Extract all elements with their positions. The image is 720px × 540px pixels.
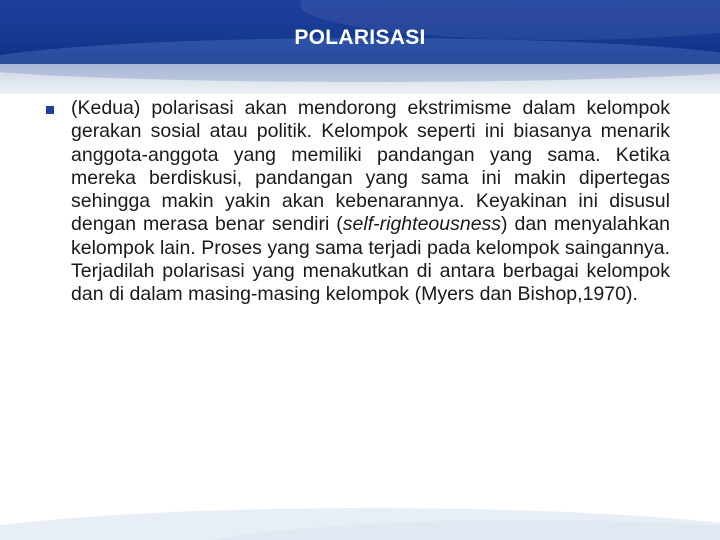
footer-decoration — [0, 490, 720, 540]
slide-title: POLARISASI — [294, 26, 426, 49]
band-decoration — [0, 64, 720, 82]
paragraph-text-after: ) dan menyalahkan kelompok lain. Proses yang sama terjadi pada kelompok saingannya. Terjadilah polarisasi yang menakutkan di antara berbagai kelompok dan di dalam masing-masing kelompok (Myers dan Bishop,1970). — [71, 213, 671, 306]
square-bullet-icon — [46, 106, 54, 114]
slide-body — [42, 97, 670, 307]
title-band — [0, 0, 720, 64]
bullet-item — [42, 97, 670, 307]
italic-term: self-righteousness — [342, 213, 502, 236]
bullet-paragraph — [71, 97, 670, 307]
paragraph-text-before: (Kedua) polarisasi akan mendorong ekstrimisme dalam kelompok gerakan sosial atau politik. Kelompok seperti ini biasanya menarik anggota-anggota yang memiliki pandangan yang sama. Ketika mereka berdiskusi, pandangan yang sama ini makin dipertegas sehingga makin yakin akan kebenarannya. Keyakinan ini disusul dengan merasa benar sendiri ( — [71, 97, 670, 236]
subtitle-band — [0, 64, 720, 94]
